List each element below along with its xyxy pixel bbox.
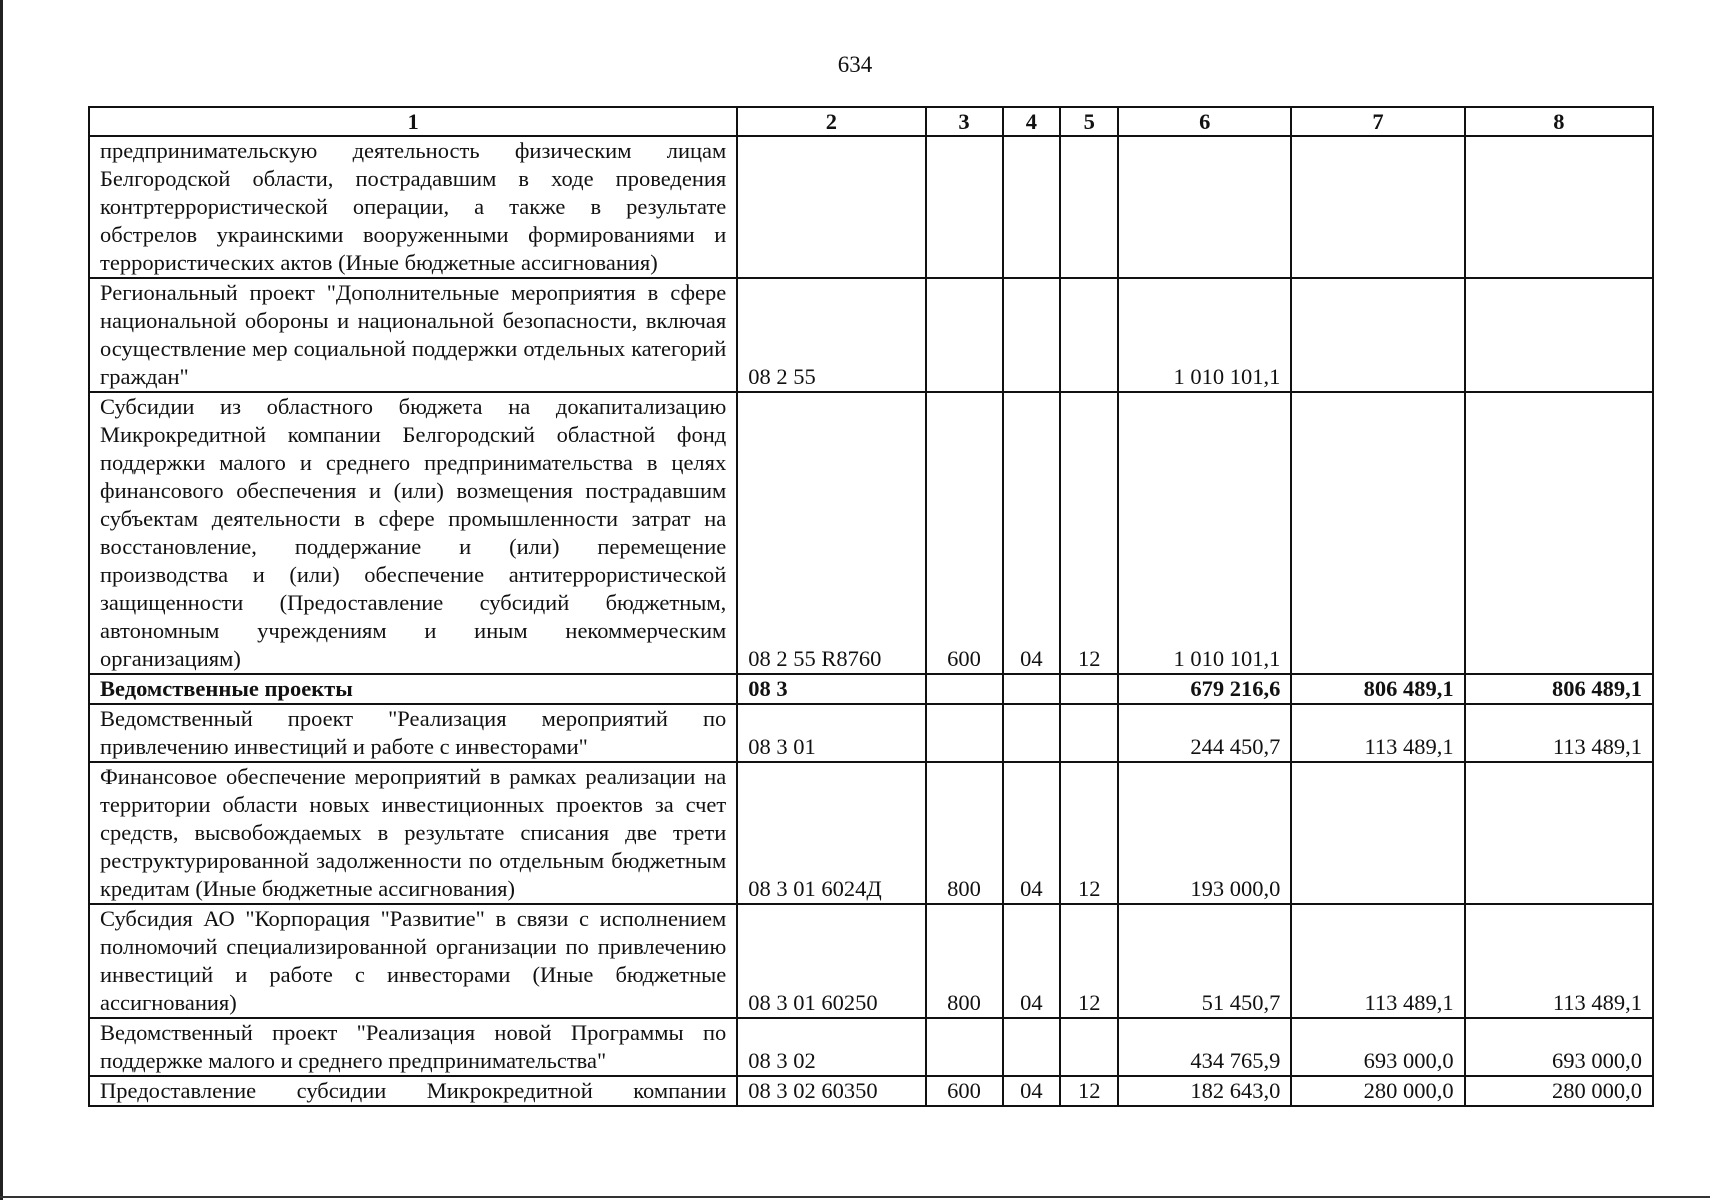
row-col7 — [1291, 762, 1464, 904]
row-col5: 12 — [1060, 392, 1118, 674]
row-col7: 113 489,1 — [1291, 704, 1464, 762]
table-row-section — [89, 674, 1653, 704]
row-col8 — [1465, 762, 1653, 904]
row-col7: 806 489,1 — [1291, 674, 1464, 704]
scan-bottom-edge — [0, 1196, 1710, 1198]
row-col4 — [1003, 1018, 1061, 1076]
row-col8 — [1465, 392, 1653, 674]
row-col4 — [1003, 136, 1061, 278]
row-col4 — [1003, 674, 1061, 704]
row-code — [737, 136, 925, 278]
col-header-4: 4 — [1003, 107, 1061, 136]
row-col4: 04 — [1003, 392, 1061, 674]
row-col6: 1 010 101,1 — [1118, 278, 1291, 392]
row-col8: 280 000,0 — [1465, 1076, 1653, 1106]
row-col7 — [1291, 392, 1464, 674]
row-col5: 12 — [1060, 1076, 1118, 1106]
col-header-1: 1 — [89, 107, 737, 136]
table-row — [89, 278, 1653, 392]
row-col6: 1 010 101,1 — [1118, 392, 1291, 674]
row-description: Финансовое обеспечение мероприятий в рамках реализации на территории области новых инвестиционных проектов за счет средств, высвобождаемых в результате списания две трети реструктурированной задолженности по отдельным бюджетным кредитам (Иные бюджетные ассигнования) — [89, 762, 737, 904]
row-col3 — [926, 278, 1003, 392]
row-code: 08 2 55 R8760 — [737, 392, 925, 674]
row-col3: 800 — [926, 762, 1003, 904]
row-col7: 280 000,0 — [1291, 1076, 1464, 1106]
col-header-6: 6 — [1118, 107, 1291, 136]
row-col6: 193 000,0 — [1118, 762, 1291, 904]
table-row — [89, 136, 1653, 278]
row-code: 08 3 01 60250 — [737, 904, 925, 1018]
row-col6: 244 450,7 — [1118, 704, 1291, 762]
row-code: 08 3 02 — [737, 1018, 925, 1076]
row-code: 08 3 01 6024Д — [737, 762, 925, 904]
row-col3: 600 — [926, 392, 1003, 674]
row-col3: 800 — [926, 904, 1003, 1018]
row-col5: 12 — [1060, 762, 1118, 904]
row-col6: 679 216,6 — [1118, 674, 1291, 704]
row-col3 — [926, 1018, 1003, 1076]
row-code: 08 2 55 — [737, 278, 925, 392]
row-col8: 113 489,1 — [1465, 704, 1653, 762]
header-row — [89, 107, 1653, 136]
table-row — [89, 704, 1653, 762]
row-col7: 693 000,0 — [1291, 1018, 1464, 1076]
col-header-8: 8 — [1465, 107, 1653, 136]
row-col6: 182 643,0 — [1118, 1076, 1291, 1106]
row-col3 — [926, 704, 1003, 762]
row-col3: 600 — [926, 1076, 1003, 1106]
row-col6: 434 765,9 — [1118, 1018, 1291, 1076]
row-col8: 693 000,0 — [1465, 1018, 1653, 1076]
table-row — [89, 762, 1653, 904]
row-code: 08 3 02 60350 — [737, 1076, 925, 1106]
table-row — [89, 1018, 1653, 1076]
row-col4 — [1003, 278, 1061, 392]
table-row — [89, 904, 1653, 1018]
row-col3 — [926, 136, 1003, 278]
budget-table — [88, 106, 1654, 1107]
row-description: Ведомственные проекты — [89, 674, 737, 704]
row-col8 — [1465, 136, 1653, 278]
row-description: Региональный проект "Дополнительные мероприятия в сфере национальной обороны и национальной безопасности, включая осуществление мер социальной поддержки отдельных категорий граждан" — [89, 278, 737, 392]
col-header-7: 7 — [1291, 107, 1464, 136]
col-header-5: 5 — [1060, 107, 1118, 136]
row-description: Ведомственный проект "Реализация новой Программы по поддержке малого и среднего предпринимательства" — [89, 1018, 737, 1076]
row-col5: 12 — [1060, 904, 1118, 1018]
row-code: 08 3 — [737, 674, 925, 704]
row-col4: 04 — [1003, 904, 1061, 1018]
page-number: 634 — [837, 52, 873, 77]
row-col4: 04 — [1003, 762, 1061, 904]
row-description: Субсидии из областного бюджета на докапитализацию Микрокредитной компании Белгородский областной фонд поддержки малого и среднего предпринимательства в целях финансового обеспечения и (или) возмещения пострадавшим субъектам деятельности в сфере промышленности затрат на восстановление, поддержание и (или) перемещение производства и (или) обеспечение антитеррористической защищенности (Предоставление субсидий бюджетным, автономным учреждениям и иным некоммерческим организациям) — [89, 392, 737, 674]
row-col7: 113 489,1 — [1291, 904, 1464, 1018]
row-description: Ведомственный проект "Реализация мероприятий по привлечению инвестиций и работе с инвесторами" — [89, 704, 737, 762]
table-row — [89, 392, 1653, 674]
col-header-2: 2 — [737, 107, 925, 136]
row-col8: 806 489,1 — [1465, 674, 1653, 704]
row-code: 08 3 01 — [737, 704, 925, 762]
col-header-3: 3 — [926, 107, 1003, 136]
row-col7 — [1291, 278, 1464, 392]
row-col3 — [926, 674, 1003, 704]
row-col6: 51 450,7 — [1118, 904, 1291, 1018]
row-description: Предоставление субсидии Микрокредитной компании — [89, 1076, 737, 1106]
row-col5 — [1060, 136, 1118, 278]
table-row — [89, 1076, 1653, 1106]
row-col6 — [1118, 136, 1291, 278]
row-col5 — [1060, 674, 1118, 704]
row-description: Субсидия АО "Корпорация "Развитие" в связи с исполнением полномочий специализированной организации по привлечению инвестиций и работе с инвесторами (Иные бюджетные ассигнования) — [89, 904, 737, 1018]
row-col5 — [1060, 278, 1118, 392]
row-col5 — [1060, 704, 1118, 762]
row-col7 — [1291, 136, 1464, 278]
scan-left-edge — [0, 0, 3, 1200]
row-col8 — [1465, 278, 1653, 392]
row-col8: 113 489,1 — [1465, 904, 1653, 1018]
row-col4 — [1003, 704, 1061, 762]
row-col5 — [1060, 1018, 1118, 1076]
row-description: предпринимательскую деятельность физическим лицам Белгородской области, пострадавшим в ходе проведения контртеррористической операции, а также в результате обстрелов украинскими вооруженными формированиями и террористических актов (Иные бюджетные ассигнования) — [89, 136, 737, 278]
row-col4: 04 — [1003, 1076, 1061, 1106]
